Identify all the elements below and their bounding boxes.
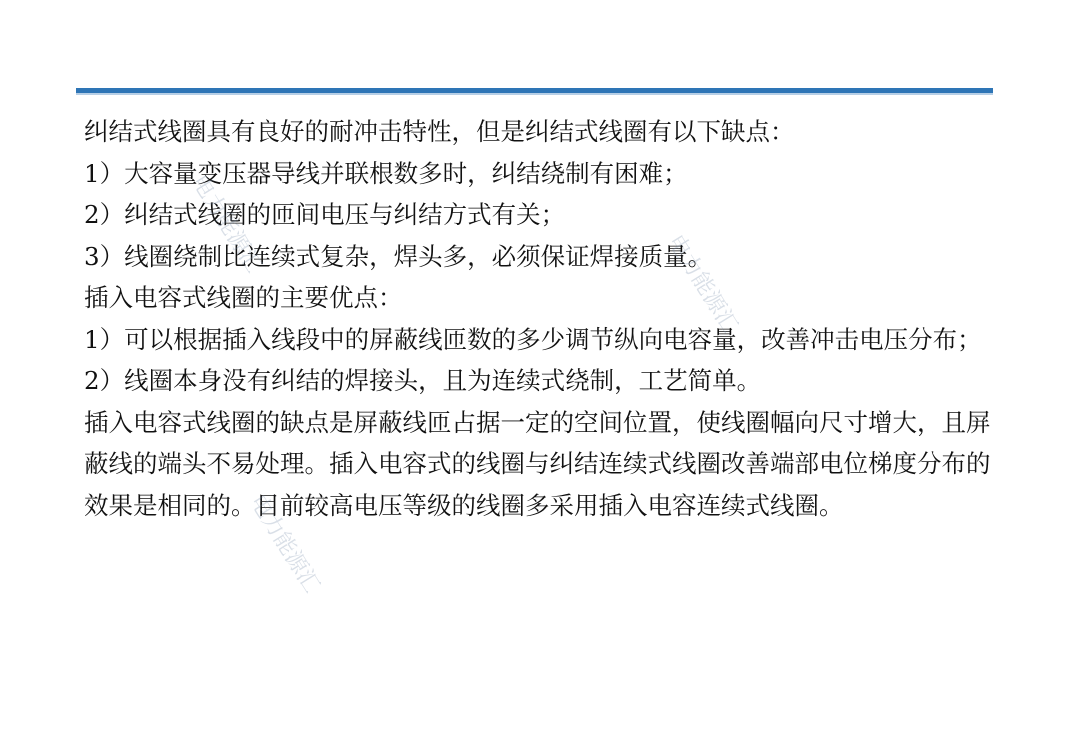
- watermark-3: 电力能源汇: [244, 490, 325, 598]
- paragraph-disadvantage-3: 3）线圈绕制比连续式复杂，焊头多，必须保证焊接质量。: [84, 241, 713, 271]
- body-text: [84, 111, 999, 526]
- paragraph-intro: 纠结式线圈具有良好的耐冲击特性，但是纠结式线圈有以下缺点：: [84, 117, 795, 146]
- paragraph-advantages-heading: 插入电容式线圈的主要优点：: [84, 283, 403, 312]
- paragraph-conclusion: 插入电容式线圈的缺点是屏蔽线匝占据一定的空间位置，使线圈幅向尺寸增大，且屏蔽线的端头不易处理。插入电容式的线圈与纠结连续式线圈改善端部电位梯度分布的效果是相同的。目前较高电压等级的线圈多采用插入电容连续式线圈。: [84, 407, 991, 520]
- header-rule-shadow: [76, 93, 993, 95]
- paragraph-disadvantage-2: 2）纠结式线圈的匝间电压与纠结方式有关；: [84, 200, 566, 229]
- paragraph-advantage-1: 1）可以根据插入线段中的屏蔽线匝数的多少调节纵向电容量，改善冲击电压分布；: [84, 324, 982, 354]
- watermark-2: 电力能源汇: [662, 230, 743, 338]
- watermark-1: 电力能源汇: [186, 170, 267, 278]
- paragraph-disadvantage-1: 1）大容量变压器导线并联根数多时，纠结绕制有困难；: [84, 158, 688, 188]
- paragraph-advantage-2: 2）线圈本身没有纠结的焊接头，且为连续式绕制，工艺简单。: [84, 366, 762, 395]
